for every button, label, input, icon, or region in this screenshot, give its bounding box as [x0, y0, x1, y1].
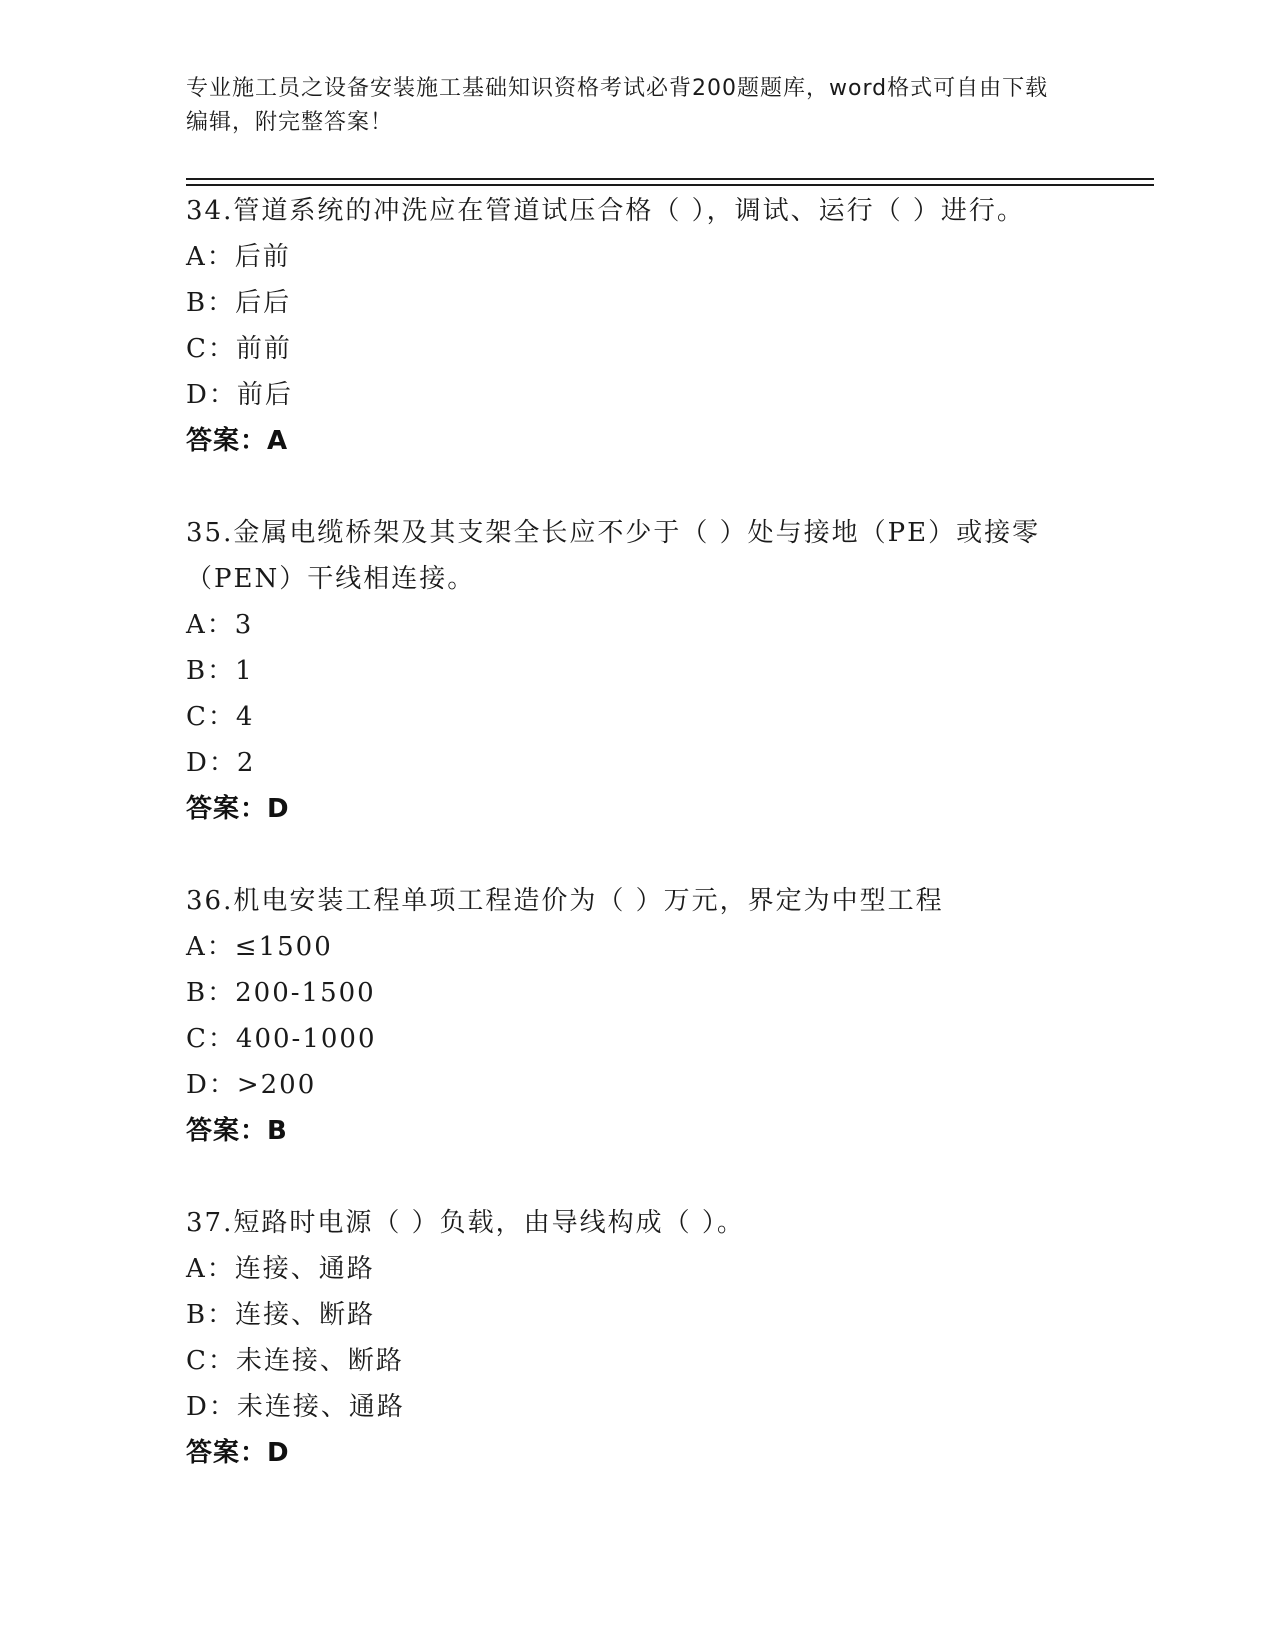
option-a: [186, 602, 1086, 648]
option-text: 200-1500: [235, 978, 376, 1008]
option-text: 后后: [235, 288, 292, 318]
option-text: >200: [236, 1070, 317, 1100]
option-letter: A：: [186, 932, 235, 962]
option-letter: B：: [186, 978, 236, 1008]
option-letter: B：: [186, 1300, 236, 1330]
option-d: [186, 372, 1086, 418]
option-text: 4: [235, 702, 255, 732]
option-d: [186, 740, 1086, 786]
question-stem: 35.金属电缆桥架及其支架全长应不少于（ ）处与接地（PE）或接零（PEN）干线相连接。: [186, 518, 1041, 594]
answer-line: 答案：D: [186, 1438, 290, 1468]
option-d: [186, 1384, 1086, 1430]
option-c: [186, 1338, 1086, 1384]
header-divider-top: [186, 178, 1154, 180]
option-a: [186, 234, 1086, 280]
option-d: [186, 1062, 1086, 1108]
option-a: [186, 1246, 1086, 1292]
option-b: [186, 648, 1086, 694]
option-text: 未连接、断路: [235, 1346, 404, 1376]
option-c: [186, 1016, 1086, 1062]
document-header: 专业施工员之设备安装施工基础知识资格考试必背200题题库，word格式可自由下载编辑，附完整答案！: [186, 76, 1049, 135]
option-text: 未连接、通路: [236, 1392, 405, 1422]
option-b: [186, 280, 1086, 326]
question-34: [186, 188, 1086, 464]
option-letter: A：: [186, 1254, 235, 1284]
option-letter: D：: [186, 1392, 237, 1422]
option-letter: B：: [186, 288, 236, 318]
header-divider-bottom: [186, 184, 1154, 186]
option-text: 连接、通路: [234, 1254, 375, 1284]
option-letter: D：: [186, 748, 237, 778]
option-letter: C：: [186, 334, 236, 364]
option-letter: A：: [186, 242, 235, 272]
option-c: [186, 326, 1086, 372]
option-text: 1: [235, 656, 254, 686]
option-text: 前前: [235, 334, 292, 364]
question-37: [186, 1200, 1086, 1476]
option-c: [186, 694, 1086, 740]
option-text: 3: [234, 610, 254, 640]
option-letter: D：: [186, 1070, 237, 1100]
option-letter: A：: [186, 610, 235, 640]
option-b: [186, 1292, 1086, 1338]
question-stem: 36.机电安装工程单项工程造价为（ ）万元，界定为中型工程: [186, 886, 944, 916]
answer-line: 答案：B: [186, 1116, 288, 1146]
option-letter: C：: [186, 1024, 236, 1054]
answer-line: 答案：D: [186, 794, 290, 824]
option-a: [186, 924, 1086, 970]
option-text: 400-1000: [235, 1024, 377, 1054]
question-36: [186, 878, 1086, 1154]
option-text: 2: [236, 748, 256, 778]
question-list: [186, 188, 1086, 1522]
option-letter: C：: [186, 1346, 236, 1376]
option-b: [186, 970, 1086, 1016]
option-letter: B：: [186, 656, 236, 686]
option-letter: D：: [186, 380, 237, 410]
answer-line: 答案：A: [186, 426, 289, 456]
question-stem: 34.管道系统的冲洗应在管道试压合格（ ），调试、运行（ ）进行。: [186, 196, 1025, 226]
option-text: 连接、断路: [235, 1300, 376, 1330]
option-text: 前后: [236, 380, 293, 410]
question-stem: 37.短路时电源（ ）负载，由导线构成（ ）。: [186, 1208, 745, 1238]
option-text: 后前: [234, 242, 291, 272]
option-letter: C：: [186, 702, 236, 732]
question-35: [186, 510, 1086, 832]
option-text: ≤1500: [234, 932, 333, 962]
